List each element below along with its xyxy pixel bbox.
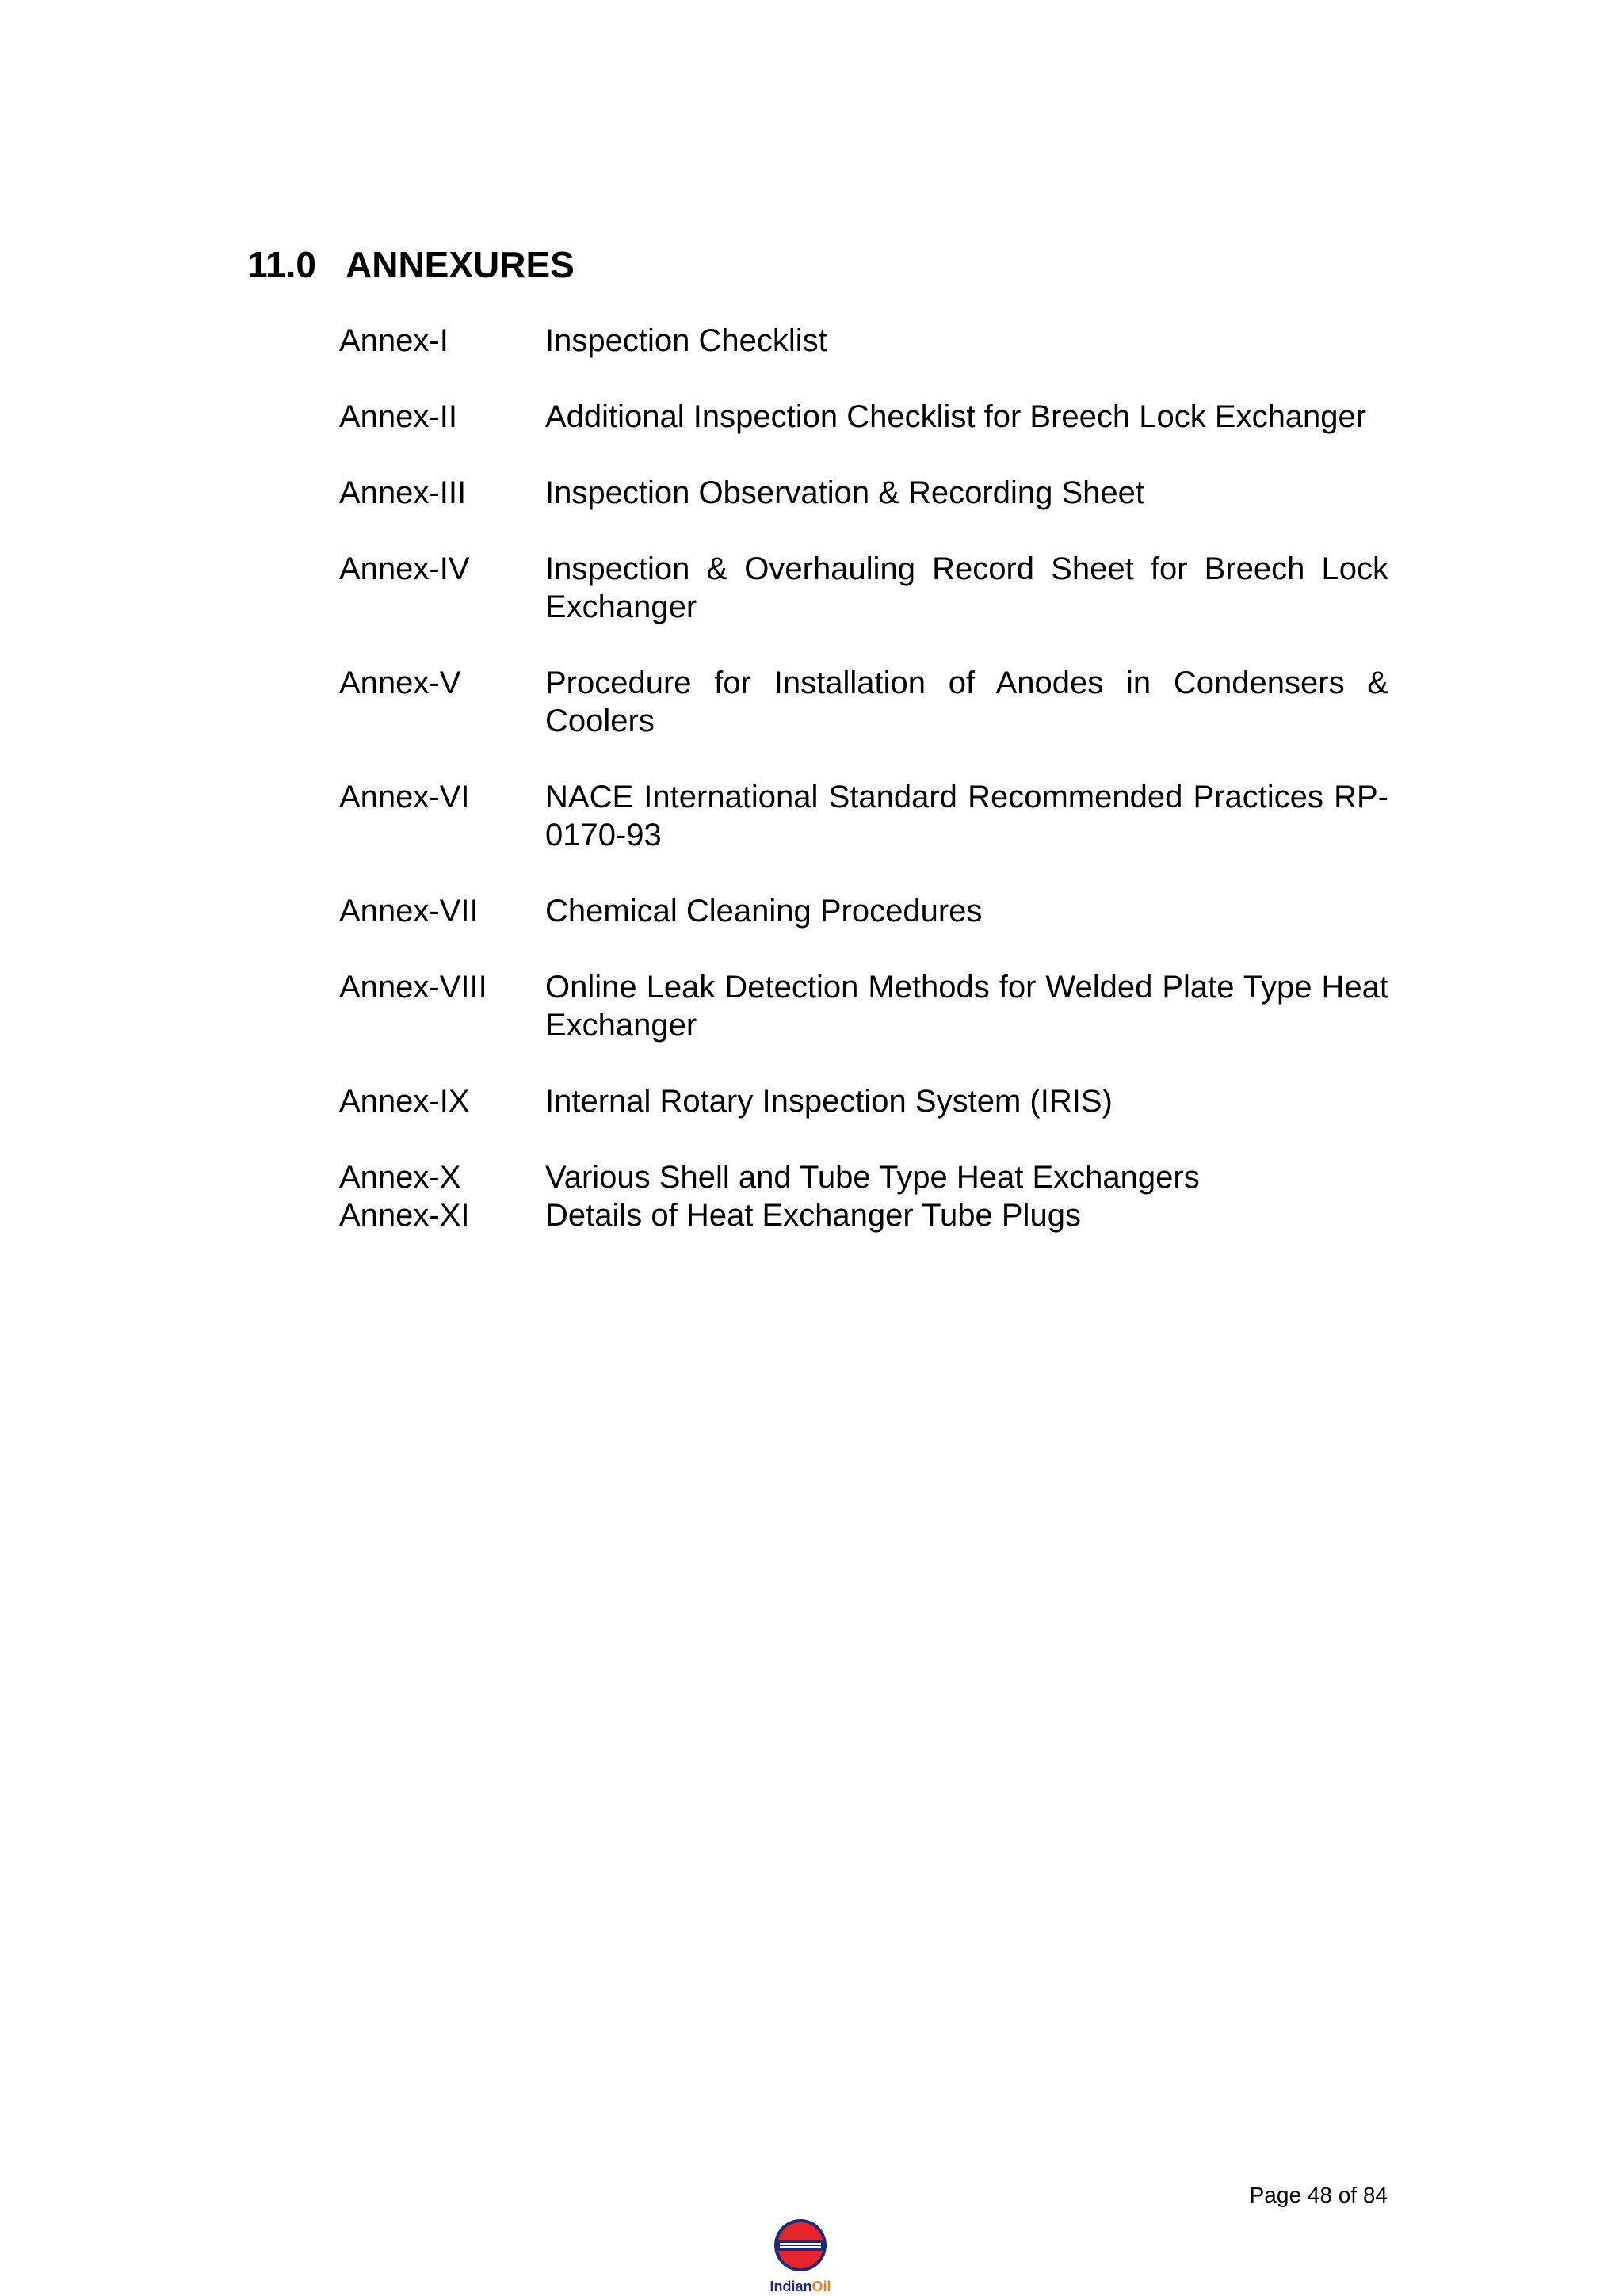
annex-row bbox=[339, 968, 1388, 1044]
annex-title: Details of Heat Exchanger Tube Plugs bbox=[545, 1198, 1081, 1233]
annex-label: Annex-II bbox=[339, 399, 457, 434]
annex-row bbox=[339, 1196, 1388, 1234]
annex-title: Chemical Cleaning Procedures bbox=[545, 894, 983, 929]
annex-row bbox=[339, 1082, 1388, 1120]
annex-label: Annex-VI bbox=[339, 780, 470, 814]
section-heading bbox=[247, 242, 575, 287]
annex-label: Annex-IV bbox=[339, 551, 470, 586]
annex-title: Internal Rotary Inspection System (IRIS) bbox=[545, 1084, 1113, 1119]
annex-label: Annex-IX bbox=[339, 1084, 470, 1119]
annex-label: Annex-VIII bbox=[339, 970, 487, 1005]
annex-row bbox=[339, 1158, 1388, 1196]
annex-title: Various Shell and Tube Type Heat Exchangers bbox=[545, 1160, 1200, 1195]
indianoil-logo-icon bbox=[769, 2217, 832, 2296]
annex-title: Inspection & Overhauling Record Sheet for Breech Lock Exchanger bbox=[545, 551, 1388, 624]
svg-text:IndianOil bbox=[769, 2279, 831, 2294]
annex-label: Annex-I bbox=[339, 323, 449, 358]
annex-title: Procedure for Installation of Anodes in Condensers & Coolers bbox=[545, 666, 1388, 738]
annex-label: Annex-III bbox=[339, 475, 467, 510]
annex-row bbox=[339, 322, 1388, 360]
logo-wordmark-part2: Oil bbox=[812, 2279, 831, 2294]
annex-row bbox=[339, 550, 1388, 626]
indianoil-logo-graphic bbox=[769, 2217, 832, 2296]
annex-label: Annex-XI bbox=[339, 1198, 470, 1233]
annex-row bbox=[339, 474, 1388, 512]
annex-title: NACE International Standard Recommended Practices RP-0170-93 bbox=[545, 780, 1388, 852]
annex-row bbox=[339, 398, 1388, 436]
annex-title: Inspection Checklist bbox=[545, 323, 827, 358]
annex-label: Annex-VII bbox=[339, 894, 479, 929]
annex-row bbox=[339, 664, 1388, 740]
annex-label: Annex-X bbox=[339, 1160, 461, 1195]
page-number: Page 48 of 84 bbox=[1249, 2183, 1388, 2207]
annex-title: Additional Inspection Checklist for Breech Lock Exchanger bbox=[545, 399, 1367, 434]
section-number: 11.0 bbox=[247, 244, 316, 285]
annex-list bbox=[339, 322, 1388, 1234]
annex-row bbox=[339, 892, 1388, 930]
annex-row bbox=[339, 778, 1388, 854]
logo-wordmark-part1: Indian bbox=[769, 2279, 812, 2294]
annex-title: Online Leak Detection Methods for Welded Plate Type Heat Exchanger bbox=[545, 970, 1388, 1043]
annex-label: Annex-V bbox=[339, 666, 461, 700]
section-title: ANNEXURES bbox=[346, 244, 575, 285]
annex-title: Inspection Observation & Recording Sheet bbox=[545, 475, 1144, 510]
